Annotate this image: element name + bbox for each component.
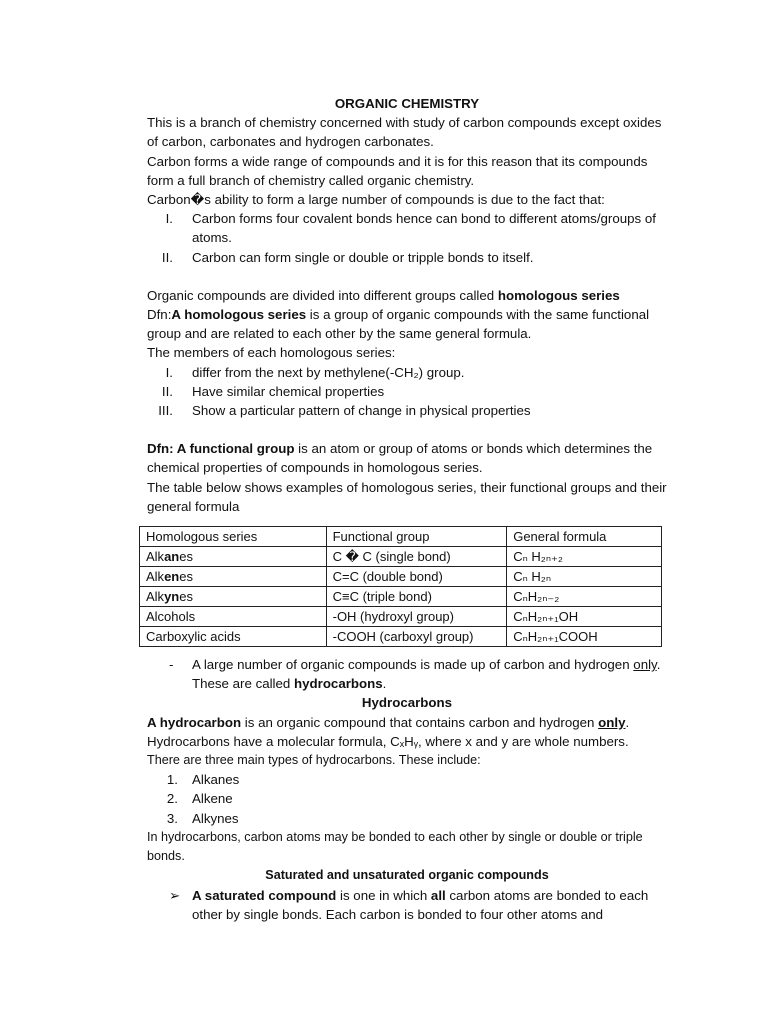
table-header: Functional group xyxy=(326,527,507,547)
intro-paragraph-1: This is a branch of chemistry concerned with study of carbon compounds except oxides of carbon, carbonates and hydrogen carbonates. xyxy=(147,115,662,150)
saturated-heading: Saturated and unsaturated organic compounds xyxy=(265,868,549,883)
table-cell-series xyxy=(140,587,327,607)
text-run: Alk xyxy=(146,568,165,584)
hydrocarbons-heading: Hydrocarbons xyxy=(361,695,453,711)
table-row xyxy=(140,587,662,607)
table-cell-series xyxy=(140,547,327,567)
list-number: I. xyxy=(165,364,173,380)
list-text: Carbon can form single or double or tripple bonds to itself. xyxy=(192,249,534,265)
list-text: Have similar chemical properties xyxy=(192,383,385,399)
bold-term: an xyxy=(164,548,180,564)
table-cell-formula: CₙH₂ₙ₋₂ xyxy=(507,587,662,607)
bold-term: en xyxy=(164,568,180,584)
list-text: differ from the next by methylene(-CH₂) group. xyxy=(192,364,465,380)
list-text: Alkynes xyxy=(192,810,239,826)
molecular-formula-line xyxy=(147,732,667,751)
spacer xyxy=(147,267,667,286)
table-cell-group: -COOH (carboxyl group) xyxy=(326,627,507,647)
hydrocarbons-note xyxy=(147,655,667,693)
text-run: . xyxy=(382,676,387,692)
table-cell-formula: CₙH₂ₙ₊₁OH xyxy=(507,607,662,627)
hydrocarbon-definition xyxy=(147,713,667,732)
table-header-row xyxy=(140,527,662,547)
hydrocarbon-types-list xyxy=(147,770,667,828)
text-run: Alcohols xyxy=(146,608,196,624)
list-number: 3. xyxy=(166,810,178,826)
text-run: Organic compounds are divided into different groups called xyxy=(147,287,498,303)
homologous-intro xyxy=(147,286,667,305)
list-number: II. xyxy=(161,383,173,399)
text-run: Dfn: xyxy=(147,307,172,323)
text-run: Alk xyxy=(146,588,165,604)
bold-term: A saturated compound xyxy=(192,887,337,903)
text-run: . xyxy=(625,714,630,730)
table-cell-formula: Cₙ H₂ₙ₊₂ xyxy=(507,547,662,567)
bold-term: A hydrocarbon xyxy=(147,714,242,730)
bold-term: A homologous series xyxy=(171,307,307,323)
table-header: General formula xyxy=(507,527,662,547)
table-row xyxy=(140,567,662,587)
saturated-definition xyxy=(147,886,667,924)
underlined-term: only xyxy=(598,714,626,730)
table-intro: The table below shows examples of homologous series, their functional groups and their general formula xyxy=(147,479,667,514)
bold-term: hydrocarbons xyxy=(294,676,383,692)
types-intro: There are three main types of hydrocarbons. These include: xyxy=(147,753,481,768)
bonding-note: In hydrocarbons, carbon atoms may be bonded to each other by single or double or triple bonds. xyxy=(147,829,643,864)
homologous-series-table xyxy=(139,526,662,647)
table-cell-group: C≡C (triple bond) xyxy=(326,587,507,607)
list-number: I. xyxy=(165,211,173,227)
table-cell-series xyxy=(140,607,327,627)
bold-term: homologous series xyxy=(497,287,620,303)
list-item xyxy=(147,789,667,808)
table-cell-series xyxy=(140,567,327,587)
list-item xyxy=(147,382,667,401)
list-item xyxy=(147,209,667,247)
list-number: 1. xyxy=(166,772,178,788)
text-run: is a group of organic compounds with the same functional group and are related to each other by the same general formula. xyxy=(147,307,650,342)
list-text: Show a particular pattern of change in physical properties xyxy=(192,403,531,419)
list-item xyxy=(147,363,667,382)
members-list xyxy=(147,363,667,421)
homologous-definition xyxy=(147,305,667,343)
members-intro: The members of each homologous series: xyxy=(147,345,396,361)
table-cell-series xyxy=(140,627,327,647)
bold-term: yn xyxy=(164,588,180,604)
intro-paragraph-2: Carbon forms a wide range of compounds and it is for this reason that its compounds form a full branch of chemistry called organic chemistry. xyxy=(147,153,648,188)
text-run: is one in which xyxy=(336,887,431,903)
text-run: es xyxy=(179,568,193,584)
text-run: . These are called xyxy=(192,657,661,692)
list-text: Alkanes xyxy=(192,772,240,788)
bold-term: all xyxy=(430,887,446,903)
underlined-term: only xyxy=(633,657,657,673)
formula-symbol: CₓHᵧ xyxy=(390,733,418,749)
text-run: is an organic compound that contains carbon and hydrogen xyxy=(241,714,599,730)
text-run: A large number of organic compounds is made up of carbon and hydrogen xyxy=(192,657,634,673)
text-run: Carboxylic acids xyxy=(146,628,241,644)
intro-paragraph-3: Carbon�s ability to form a large number of compounds is due to the fact that: xyxy=(147,192,605,208)
table-cell-group: C=C (double bond) xyxy=(326,567,507,587)
table-cell-group: C � C (single bond) xyxy=(326,547,507,567)
list-item xyxy=(147,770,667,789)
list-text: Carbon forms four covalent bonds hence can bond to different atoms/groups of atoms. xyxy=(192,211,656,246)
bold-term: Dfn: A functional group xyxy=(147,441,295,457)
table-cell-formula: CₙH₂ₙ₊₁COOH xyxy=(507,627,662,647)
list-number: 2. xyxy=(166,791,178,807)
text-run: es xyxy=(179,548,193,564)
table-header: Homologous series xyxy=(140,527,327,547)
text-run: Hydrocarbons have a molecular formula, xyxy=(147,733,391,749)
text-run: carbon atoms are bonded to each other by single bonds. Each carbon is bonded to four other atoms and xyxy=(192,887,649,922)
list-item xyxy=(147,401,667,420)
page-title: ORGANIC CHEMISTRY xyxy=(334,96,480,111)
text-run: Alk xyxy=(146,548,165,564)
table-row xyxy=(140,547,662,567)
table-row xyxy=(140,607,662,627)
list-text: Alkene xyxy=(192,791,233,807)
functional-group-definition xyxy=(147,439,667,477)
table-row xyxy=(140,627,662,647)
document-page xyxy=(147,94,667,924)
list-number: III. xyxy=(158,403,173,419)
reasons-list xyxy=(147,209,667,267)
dash-bullet: - xyxy=(169,657,174,673)
text-run: , where x and y are whole numbers. xyxy=(418,733,629,749)
text-run: es xyxy=(179,588,193,604)
list-number: II. xyxy=(161,249,173,265)
list-item xyxy=(147,248,667,267)
list-item xyxy=(147,809,667,828)
table-cell-formula: Cₙ H₂ₙ xyxy=(507,567,662,587)
spacer xyxy=(147,420,667,439)
arrow-bullet-icon: ➢ xyxy=(169,887,181,903)
table-cell-group: -OH (hydroxyl group) xyxy=(326,607,507,627)
text-run: is an atom or group of atoms or bonds which determines the chemical properties of compounds in homologous series. xyxy=(147,441,653,476)
